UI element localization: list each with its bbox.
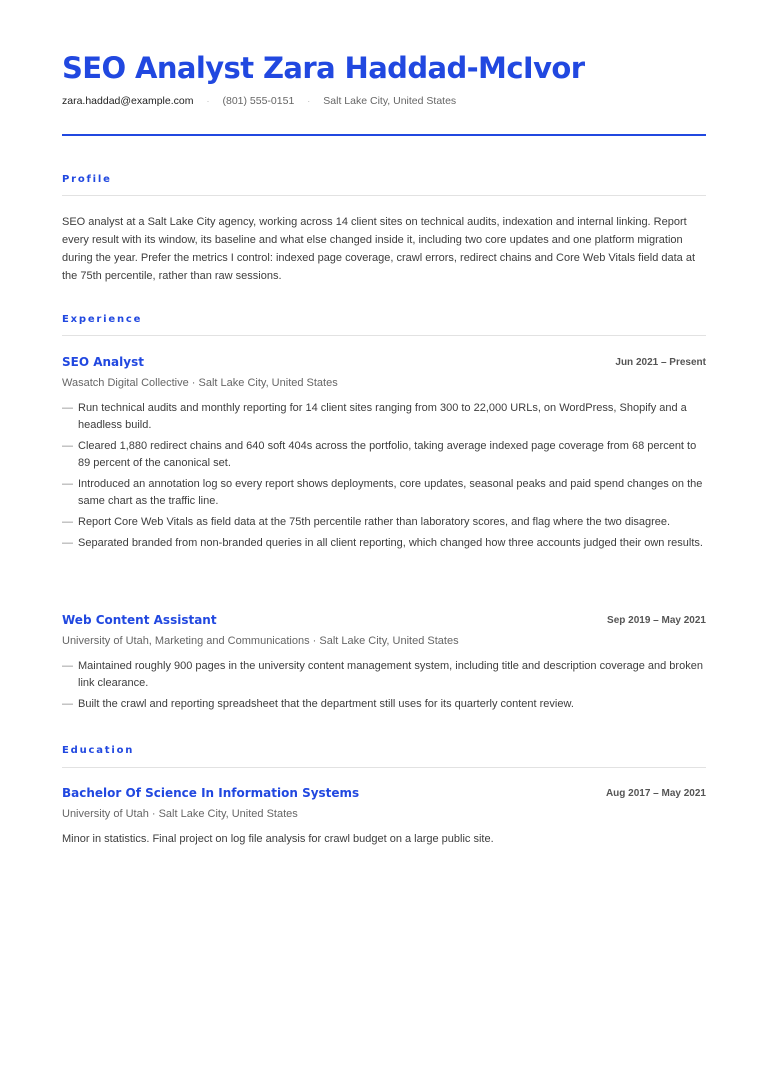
job-organization: University of Utah, Marketing and Communications · Salt Lake City, United States [62,635,459,647]
bullet-text: Separated branded from non-branded queries in all client reporting, which changed how three accounts judged their own results. [78,537,703,549]
bullet-text: Report Core Web Vitals as field data at the 75th percentile rather than laboratory scores, and flag where the two disagree. [78,516,671,528]
education-institution: University of Utah · Salt Lake City, United States [62,808,298,820]
contact-separator: · [206,96,210,106]
bullet-dash-icon: — [62,660,73,672]
job-title: Web Content Assistant [62,613,217,627]
section-divider [62,335,706,336]
job-bullet [62,535,710,552]
bullet-text: Run technical audits and monthly reporting for 14 client sites ranging from 300 to 22,000 URLs, on WordPress, Shopify and a headless build. [78,402,687,431]
job-bullet [62,658,710,692]
bullet-text: Cleared 1,880 redirect chains and 640 soft 404s across the portfolio, taking average indexed page coverage from 68 percent to 89 percent of the canonical set. [78,440,697,469]
section-title-experience: Experience [62,314,143,325]
job-bullet [62,514,710,531]
job-organization: Wasatch Digital Collective · Salt Lake City, United States [62,377,338,389]
candidate-name: SEO Analyst Zara Haddad-McIvor [62,51,585,85]
job-bullet-list [62,658,710,717]
contact-location: Salt Lake City, United States [323,95,457,107]
bullet-text: Built the crawl and reporting spreadsheet that the department still uses for its quarterly content review. [78,698,574,710]
bullet-dash-icon: — [62,478,73,490]
job-bullet [62,696,710,713]
bullet-dash-icon: — [62,516,73,528]
degree-title: Bachelor Of Science In Information Systems [62,786,360,800]
bullet-dash-icon: — [62,537,73,549]
profile-summary: SEO analyst at a Salt Lake City agency, working across 14 client sites on technical audits, indexation and internal linking. Report every result with its window, its baseline and what else changed inside it, including two core updates and one platform migration during the year. Prefer the metrics I control: indexed page coverage, crawl errors, redirect chains and Core Web Vitals field data at the 75th percentile, rather than raw sessions. [62,216,696,282]
job-title: SEO Analyst [62,355,144,369]
contact-phone: (801) 555-0151 [222,95,295,107]
section-divider [62,767,706,768]
contact-separator: · [307,96,311,106]
job-dates: Jun 2021 – Present [615,357,706,368]
bullet-dash-icon: — [62,440,73,452]
contact-line [62,94,456,108]
section-title-profile: Profile [62,174,112,185]
bullet-dash-icon: — [62,402,73,414]
job-bullet [62,476,710,510]
section-title-education: Education [62,745,135,756]
education-dates: Aug 2017 – May 2021 [605,788,706,799]
header-divider [62,134,706,136]
bullet-text: Maintained roughly 900 pages in the university content management system, including title and description coverage and broken link clearance. [78,660,703,689]
education-note: Minor in statistics. Final project on log file analysis for crawl budget on a large public site. [62,833,494,845]
section-divider [62,195,706,196]
job-bullet [62,438,710,472]
job-bullet-list [62,400,710,556]
bullet-text: Introduced an annotation log so every report shows deployments, core updates, seasonal peaks and paid spend changes on the same chart as the traffic line. [78,478,703,507]
job-bullet [62,400,710,434]
job-dates: Sep 2019 – May 2021 [607,615,706,626]
contact-email[interactable]: zara.haddad@example.com [62,95,194,107]
bullet-dash-icon: — [62,698,73,710]
